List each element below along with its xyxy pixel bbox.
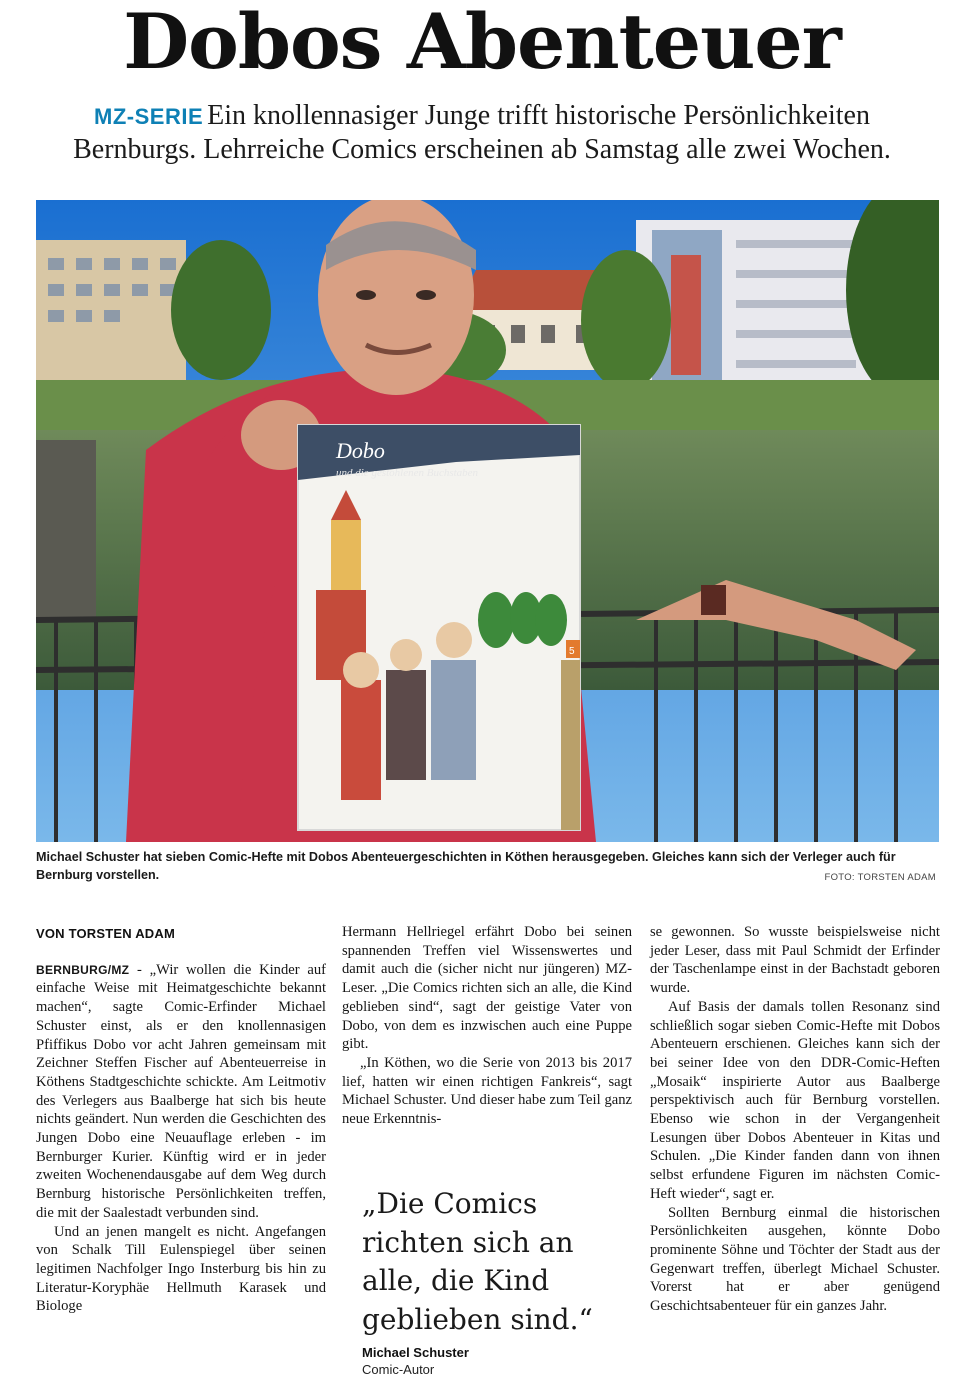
paragraph-1 [36, 961, 326, 1223]
subheadline-text: Ein knollennasiger Junge trifft historische Persönlichkeiten Bernburgs. Lehrreiche Comics erscheinen ab Samstag alle zwei Wochen. [73, 100, 891, 165]
dateline: BERNBURG/MZ [36, 962, 130, 977]
article-column-1 [36, 923, 326, 1316]
paragraph-5: Sollten Bernburg einmal die historischen Persönlichkeiten ausgehen, könnte Dobo prominente Söhne und Töchter der Stadt aus der Gegenwart treffen, überlegt Michael Schuster. Vorerst hat er aber genügend Geschichtsabenteuer für ein ganzes Jahr. [650, 1204, 940, 1315]
photo-illustration [36, 200, 939, 842]
book-number: 5 [569, 646, 575, 657]
kicker: MZ-SERIE [94, 104, 204, 129]
paragraph-4: Auf Basis der damals tollen Resonanz sind schließlich sogar sieben Comic-Hefte mit Dobos Abenteuern erschienen. Gleiches kann sich der bei seiner Idee von den DDR-Comic-Heften „Mosaik“ inspirierte Autor aus Baalberge perspektivisch auch für Bernburg vorstellen. Ebenso wie schon in der Vergangenheit Lesungen über Dobos Abenteuer in Kitas und Schulen. „Die Kinder fanden dann von ihnen selbst erfundene Figuren im nächsten Comic-Heft wieder“, sagt er. [650, 998, 940, 1202]
book-subtitle: und die gestohlenen Buchstaben [336, 467, 479, 479]
pull-quote [362, 1185, 617, 1377]
headline: Dobos Abenteuer [123, 0, 841, 86]
paragraph-2-end: Hermann Hellriegel erfährt Dobo bei seinen spannenden Treffen viel Wissenswertes und damit auch die (sicher nicht nur jüngeren) MZ-Leser. „Die Comics richten sich an alle, die Kind geblieben sind“, sagt der geistige Vater von Dobo, von dem es inzwischen auch eine Puppe gibt. [342, 924, 632, 1053]
pull-quote-role: Comic-Autor [362, 1362, 435, 1377]
paragraph-3-start: „In Köthen, wo die Serie von 2013 bis 2017 lief, hatten wir einen richtigen Fankreis“, sagt Michael Schuster. Und dieser habe zum Teil ganz neue Erkenntnis- [342, 1054, 632, 1128]
subheadline [40, 99, 924, 166]
pull-quote-text: „Die Comics richten sich an alle, die Kind geblieben sind.“ [362, 1187, 593, 1336]
paragraph-3-end: se gewonnen. So wusste beispielsweise nicht jeder Leser, dass mit Paul Schmidt der Erfinder der Taschenlampe einst in der Bachstadt geboren wurde. [650, 924, 940, 997]
byline: VON TORSTEN ADAM [36, 926, 175, 941]
article-column-3 [650, 923, 940, 1316]
photo-caption: Michael Schuster hat sieben Comic-Hefte mit Dobos Abenteuergeschichten in Köthen herausgegeben. Gleiches kann sich der Verleger auch für Bernburg vorstellen. [36, 850, 896, 882]
photo-credit: FOTO: TORSTEN ADAM [824, 872, 936, 883]
article-column-2 [342, 923, 632, 1129]
pull-quote-author: Michael Schuster [362, 1345, 469, 1360]
article-photo [36, 200, 939, 842]
book-title: Dobo [336, 438, 385, 463]
paragraph-1-text: - „Wir wollen die Kinder auf einfache Weise mit Heimatgeschichte bekannt machen“, sagte Comic-Erfinder Michael Schuster einst, als er den knollennasigen Pfiffikus Dobo vor acht Jahren gemeinsam mit Zeichner Steffen Fischer auf Abenteuerreise in Köthens Stadtgeschichte schickte. Am Leitmotiv des Verlegers aus Baalberge hat sich bis heute nichts geändert. Nun werden die Geschichten des Jungen Dobo eine Neuauflage erleben - im Bernburger Kurier. Künftig wird er in jeder zweiten Wochenendausgabe auf dem Weg durch Bernburg historische Persönlichkeiten treffen, die mit der Saalestadt verbunden sind. [36, 961, 326, 1221]
paragraph-2-start: Und an jenen mangelt es nicht. Angefangen von Schalk Till Eulenspiegel über seinen legitimen Nachfolger Ingo Insterburg bis hin zu Literatur-Koryphäe Hellmuth Karasek und Biologe [36, 1223, 326, 1315]
